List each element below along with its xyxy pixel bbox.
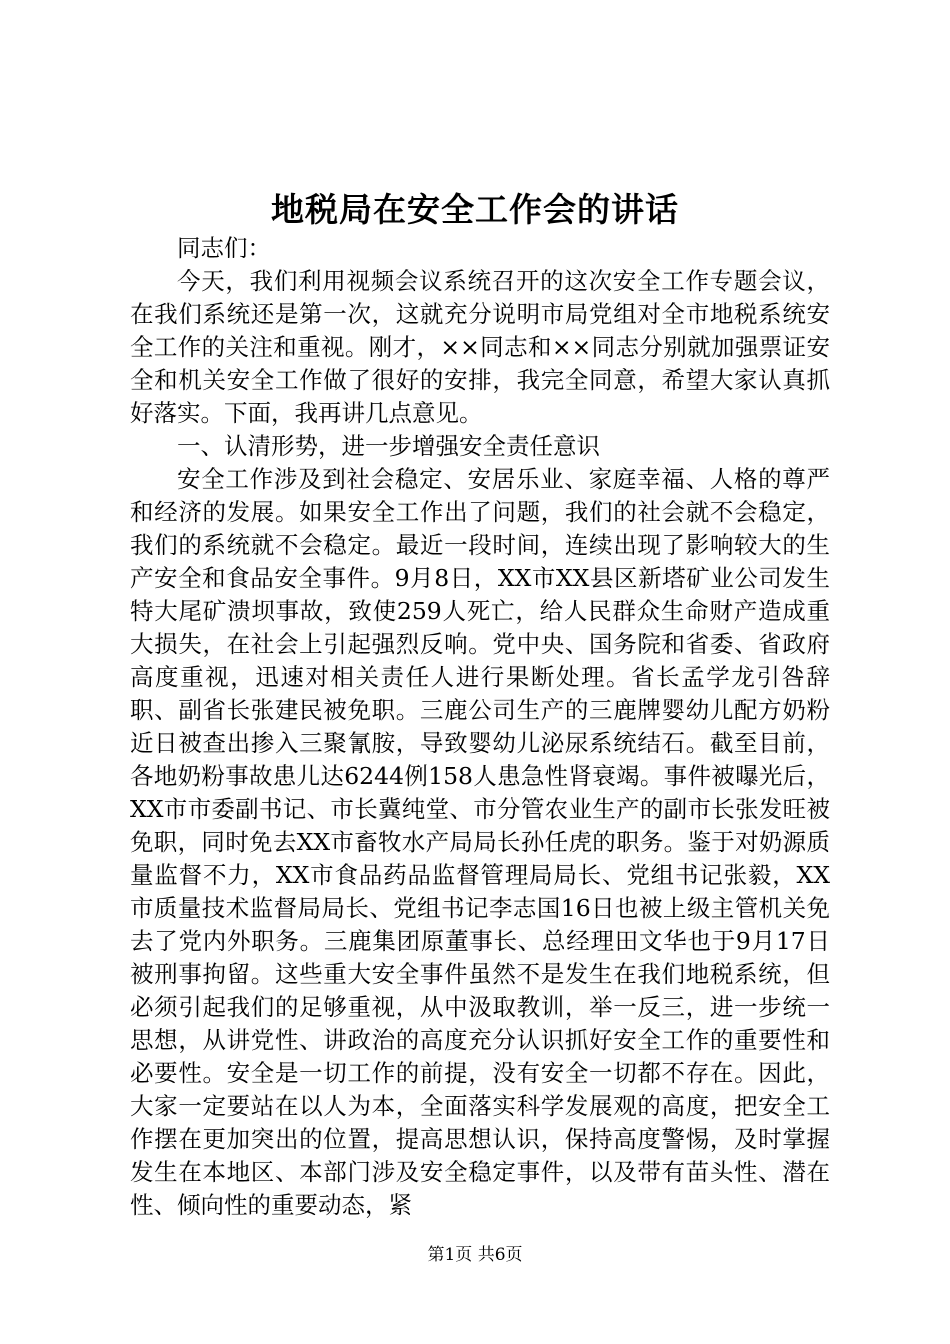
page-number-footer: 第1页 共6页: [427, 1245, 523, 1265]
intro-paragraph: 今天，我们利用视频会议系统召开的这次安全工作专题会议，在我们系统还是第一次，这就充分说明市局党组对全市地税系统安全工作的关注和重视。刚才，××同志和××同志分别就加强票证安全和机关安全工作做了很好的安排，我完全同意，希望大家认真抓好落实。下面，我再讲几点意见。: [130, 267, 830, 427]
body-paragraph: 安全工作涉及到社会稳定、安居乐业、家庭幸福、人格的尊严和经济的发展。如果安全工作出了问题，我们的社会就不会稳定，我们的系统就不会稳定。最近一段时间，连续出现了影响较大的生产安全和食品安全事件。9月8日，XX市XX县区新塔矿业公司发生特大尾矿溃坝事故，致使259人死亡，给人民群众生命财产造成重大损失，在社会上引起强烈反响。党中央、国务院和省委、省政府高度重视，迅速对相关责任人进行果断处理。省长孟学龙引咎辞职、副省长张建民被免职。三鹿公司生产的三鹿牌婴幼儿配方奶粉近日被查出掺入三聚氰胺，导致婴幼儿泌尿系统结石。截至目前，各地奶粉事故患儿达6244例158人患急性肾衰竭。事件被曝光后，XX市市委副书记、市长冀纯堂、市分管农业生产的副市长张发旺被免职，同时免去XX市畜牧水产局局长孙任虎的职务。鉴于对奶源质量监督不力，XX市食品药品监督管理局局长、党组书记张毅，XX市质量技术监督局局长、党组书记李志国16日也被上级主管机关免去了党内外职务。三鹿集团原董事长、总经理田文华也于9月17日被刑事拘留。这些重大安全事件虽然不是发生在我们地税系统，但必须引起我们的足够重视，从中汲取教训，举一反三，进一步统一思想，从讲党性、讲政治的高度充分认识抓好安全工作的重要性和必要性。安全是一切工作的前提，没有安全一切都不存在。因此，大家一定要站在以人为本，全面落实科学发展观的高度，把安全工作摆在更加突出的位置，提高思想认识，保持高度警惕，及时掌握发生在本地区、本部门涉及安全稳定事件，以及带有苗头性、潜在性、倾向性的重要动态，紧: [130, 465, 830, 1219]
document-body: [130, 232, 830, 1222]
section-heading-1: 一、认清形势，进一步增强安全责任意识: [177, 432, 600, 460]
document-title: 地税局在安全工作会的讲话: [271, 190, 679, 229]
salutation: 同志们：: [177, 234, 271, 262]
